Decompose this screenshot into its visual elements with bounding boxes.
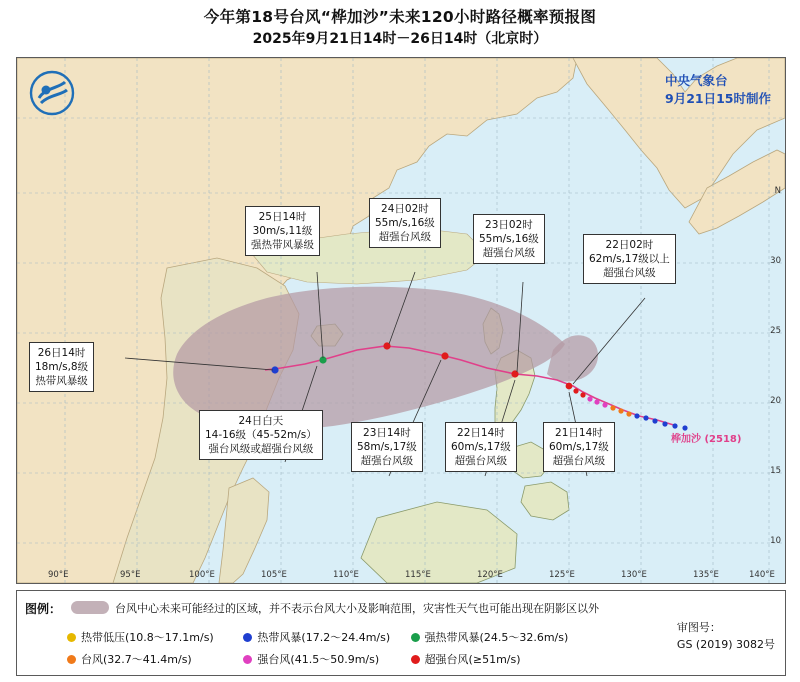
callout-category: 超强台风级 — [552, 455, 606, 467]
callout-time: 24日白天 — [238, 415, 284, 427]
lat-label-n: N — [774, 186, 781, 196]
legend-cone-swatch — [71, 601, 109, 614]
map-approval-number — [677, 619, 775, 653]
legend-label: 热带低压(10.8～17.1m/s) — [81, 631, 214, 644]
callout-wind: 58m/s,17级 — [357, 441, 417, 453]
tropical-depression-dot-icon — [67, 633, 76, 642]
callout-time: 21日14时 — [555, 427, 603, 439]
callout-time: 23日14时 — [363, 427, 411, 439]
legend-item-severe-typhoon — [243, 651, 410, 667]
callout-wind: 18m/s,8级 — [35, 361, 89, 373]
lon-label-130: 130°E — [621, 570, 647, 580]
callout-category: 超强台风级 — [378, 231, 432, 243]
severe-typhoon-dot-icon — [243, 655, 252, 664]
lat-label-25: 25 — [770, 326, 781, 336]
callout-time: 22日14时 — [457, 427, 505, 439]
legend-label: 台风(32.7～41.4m/s) — [81, 653, 192, 666]
approval-value: GS (2019) 3082号 — [676, 638, 775, 651]
lon-label-120: 120°E — [477, 570, 503, 580]
callout-24th-0200[interactable] — [369, 198, 441, 248]
super-typhoon-dot-icon — [411, 655, 420, 664]
legend-item-typhoon — [67, 651, 243, 667]
legend-label: 热带风暴(17.2～24.4m/s) — [257, 631, 391, 644]
callout-time: 25日14时 — [258, 211, 307, 223]
legend-panel — [16, 590, 786, 676]
longitude-axis — [16, 570, 784, 584]
legend-item-super-typhoon — [411, 651, 587, 667]
callout-time: 22日02时 — [605, 239, 654, 251]
callout-wind: 55m/s,16级 — [375, 217, 435, 229]
callout-time: 23日02时 — [485, 219, 533, 231]
legend-item-tropical-storm — [243, 629, 410, 645]
lat-label-10: 10 — [770, 536, 781, 546]
agency-stamp — [665, 72, 771, 108]
callout-26th-1400[interactable] — [29, 342, 94, 392]
callout-22nd-0200[interactable] — [583, 234, 676, 284]
title-line-2: 2025年9月21日14时－26日14时（北京时） — [252, 31, 548, 47]
callout-wind: 62m/s,17级以上 — [589, 253, 670, 265]
lat-label-15: 15 — [770, 466, 781, 476]
callout-23rd-1400[interactable] — [351, 422, 423, 472]
callout-category: 超强台风级 — [603, 267, 656, 279]
callout-wind: 30m/s,11级 — [252, 225, 313, 237]
lon-label-135: 135°E — [693, 570, 719, 580]
callout-wind: 55m/s,16级 — [479, 233, 539, 245]
legend-label: 强台风(41.5～50.9m/s) — [257, 653, 380, 666]
storm-name-label: 桦加沙 (2518) — [671, 434, 742, 445]
severe-tropical-storm-dot-icon — [411, 633, 420, 642]
callout-category: 超强台风级 — [482, 247, 536, 259]
callout-wind: 60m/s,17级 — [451, 441, 511, 453]
lon-label-100: 100°E — [189, 570, 215, 580]
callout-category: 强热带风暴级 — [251, 239, 314, 251]
callout-time: 24日02时 — [381, 203, 429, 215]
callout-24th-daytime[interactable] — [199, 410, 323, 460]
callout-category: 超强台风级 — [360, 455, 414, 467]
lon-label-125: 125°E — [549, 570, 575, 580]
lat-label-20: 20 — [770, 396, 781, 406]
page-title — [0, 6, 800, 50]
callout-25th-1400[interactable] — [245, 206, 320, 256]
lon-label-90: 90°E — [48, 570, 69, 580]
lat-label-30: 30 — [770, 256, 781, 266]
tropical-storm-dot-icon — [243, 633, 252, 642]
lon-label-105: 105°E — [261, 570, 287, 580]
callout-category: 强台风级或超强台风级 — [208, 443, 314, 455]
legend-label: 超强台风(≥51m/s) — [424, 653, 521, 666]
legend-cone-text: 台风中心未来可能经过的区域，并不表示台风大小及影响范围，灾害性天气也可能出现在阴影区以外 — [115, 602, 599, 615]
cma-logo-icon — [29, 70, 75, 116]
agency-name: 中央气象台 — [665, 73, 728, 88]
legend-label: 强热带风暴(24.5～32.6m/s) — [424, 631, 569, 644]
agency-issue-time: 9月21日15时制作 — [665, 91, 771, 106]
callout-21st-1400[interactable] — [543, 422, 615, 472]
title-line-1: 今年第18号台风“桦加沙”未来120小时路径概率预报图 — [203, 8, 597, 26]
map-vector-layer — [17, 58, 785, 583]
typhoon-dot-icon — [67, 655, 76, 664]
legend-title: 图例： — [25, 602, 62, 616]
callout-22nd-1400[interactable] — [445, 422, 517, 472]
legend-row-1 — [67, 629, 587, 645]
legend-items — [67, 623, 587, 667]
callout-23rd-0200[interactable] — [473, 214, 545, 264]
lon-label-140: 140°E — [749, 570, 775, 580]
lon-label-115: 115°E — [405, 570, 431, 580]
callout-time: 26日14时 — [37, 347, 86, 359]
callout-category: 超强台风级 — [454, 455, 508, 467]
approval-label: 审图号： — [676, 621, 721, 634]
callout-wind: 60m/s,17级 — [549, 441, 609, 453]
typhoon-track-map[interactable] — [16, 57, 786, 584]
legend-row-2 — [67, 651, 587, 667]
land-philippines-mindanao — [521, 482, 569, 520]
lon-label-110: 110°E — [333, 570, 359, 580]
legend-item-tropical-depression — [67, 629, 243, 645]
lon-label-95: 95°E — [120, 570, 141, 580]
legend-item-severe-tropical-storm — [411, 629, 587, 645]
callout-category: 热带风暴级 — [35, 375, 88, 387]
callout-wind: 14-16级（45-52m/s） — [205, 429, 317, 441]
